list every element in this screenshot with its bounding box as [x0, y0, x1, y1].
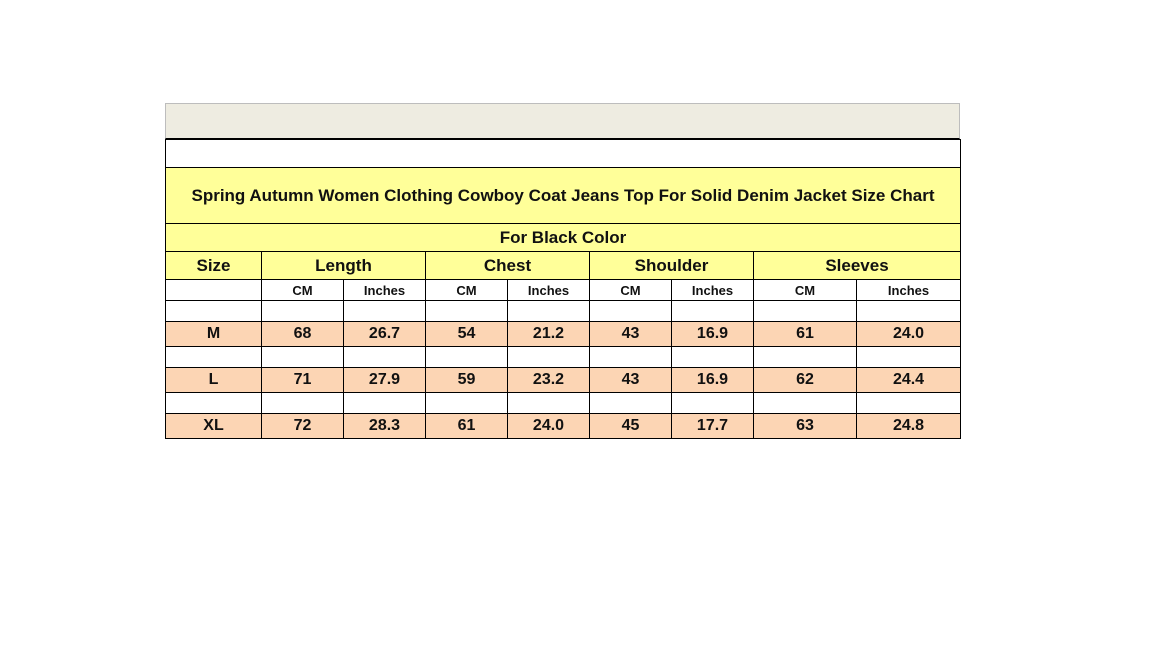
spacer-cell	[754, 393, 857, 414]
color-note: For Black Color	[166, 224, 961, 252]
table-row	[166, 368, 961, 393]
sleeves-inches-cell: 24.0	[857, 322, 961, 347]
spacer-cell	[344, 347, 426, 368]
size-cell: XL	[166, 414, 262, 439]
length-inches-cell: 27.9	[344, 368, 426, 393]
shoulder-cm-cell: 43	[590, 322, 672, 347]
spacer-row	[166, 393, 961, 414]
header-length: Length	[262, 252, 426, 280]
sleeves-cm-cell: 63	[754, 414, 857, 439]
color-note-row	[166, 224, 961, 252]
spacer-cell	[344, 301, 426, 322]
unit-length-cm: CM	[262, 280, 344, 301]
spacer-cell	[508, 301, 590, 322]
spacer-cell	[426, 393, 508, 414]
unit-sleeves-cm: CM	[754, 280, 857, 301]
spacer-cell	[166, 393, 262, 414]
chest-inches-cell: 24.0	[508, 414, 590, 439]
header-sleeves: Sleeves	[754, 252, 961, 280]
shoulder-inches-cell: 16.9	[672, 322, 754, 347]
table-row	[166, 414, 961, 439]
spacer-cell	[754, 301, 857, 322]
spacer-cell	[508, 393, 590, 414]
chest-cm-cell: 54	[426, 322, 508, 347]
spacer-cell	[857, 393, 961, 414]
spacer-cell	[672, 301, 754, 322]
unit-chest-inches: Inches	[508, 280, 590, 301]
spacer-cell	[344, 393, 426, 414]
length-inches-cell: 28.3	[344, 414, 426, 439]
chest-cm-cell: 59	[426, 368, 508, 393]
unit-sleeves-inches: Inches	[857, 280, 961, 301]
spacer-cell	[590, 301, 672, 322]
blank-cell	[166, 140, 961, 168]
sleeves-cm-cell: 62	[754, 368, 857, 393]
length-inches-cell: 26.7	[344, 322, 426, 347]
chest-inches-cell: 21.2	[508, 322, 590, 347]
size-cell: M	[166, 322, 262, 347]
units-empty-cell	[166, 280, 262, 301]
shoulder-cm-cell: 45	[590, 414, 672, 439]
spacer-cell	[590, 393, 672, 414]
sleeves-cm-cell: 61	[754, 322, 857, 347]
size-cell: L	[166, 368, 262, 393]
blank-row	[166, 140, 961, 168]
spacer-cell	[590, 347, 672, 368]
header-chest: Chest	[426, 252, 590, 280]
spacer-cell	[262, 347, 344, 368]
unit-shoulder-cm: CM	[590, 280, 672, 301]
spacer-cell	[857, 347, 961, 368]
sleeves-inches-cell: 24.8	[857, 414, 961, 439]
title-row	[166, 168, 961, 224]
spacer-cell	[262, 393, 344, 414]
units-row	[166, 280, 961, 301]
spacer-cell	[166, 301, 262, 322]
shoulder-inches-cell: 16.9	[672, 368, 754, 393]
size-chart-sheet	[165, 103, 960, 439]
spacer-cell	[508, 347, 590, 368]
sleeves-inches-cell: 24.4	[857, 368, 961, 393]
spacer-row	[166, 301, 961, 322]
chest-inches-cell: 23.2	[508, 368, 590, 393]
spacer-cell	[672, 393, 754, 414]
spacer-cell	[857, 301, 961, 322]
unit-length-inches: Inches	[344, 280, 426, 301]
spacer-cell	[166, 347, 262, 368]
header-size: Size	[166, 252, 262, 280]
length-cm-cell: 72	[262, 414, 344, 439]
header-row	[166, 252, 961, 280]
chest-cm-cell: 61	[426, 414, 508, 439]
shoulder-inches-cell: 17.7	[672, 414, 754, 439]
length-cm-cell: 71	[262, 368, 344, 393]
shoulder-cm-cell: 43	[590, 368, 672, 393]
spacer-row	[166, 347, 961, 368]
spacer-cell	[426, 347, 508, 368]
spacer-cell	[262, 301, 344, 322]
spacer-cell	[672, 347, 754, 368]
spacer-cell	[754, 347, 857, 368]
size-chart-table	[165, 139, 961, 439]
chart-title: Spring Autumn Women Clothing Cowboy Coat Jeans Top For Solid Denim Jacket Size Chart	[166, 168, 961, 224]
unit-chest-cm: CM	[426, 280, 508, 301]
sheet-top-bar	[165, 103, 960, 139]
unit-shoulder-inches: Inches	[672, 280, 754, 301]
header-shoulder: Shoulder	[590, 252, 754, 280]
table-row	[166, 322, 961, 347]
spacer-cell	[426, 301, 508, 322]
length-cm-cell: 68	[262, 322, 344, 347]
